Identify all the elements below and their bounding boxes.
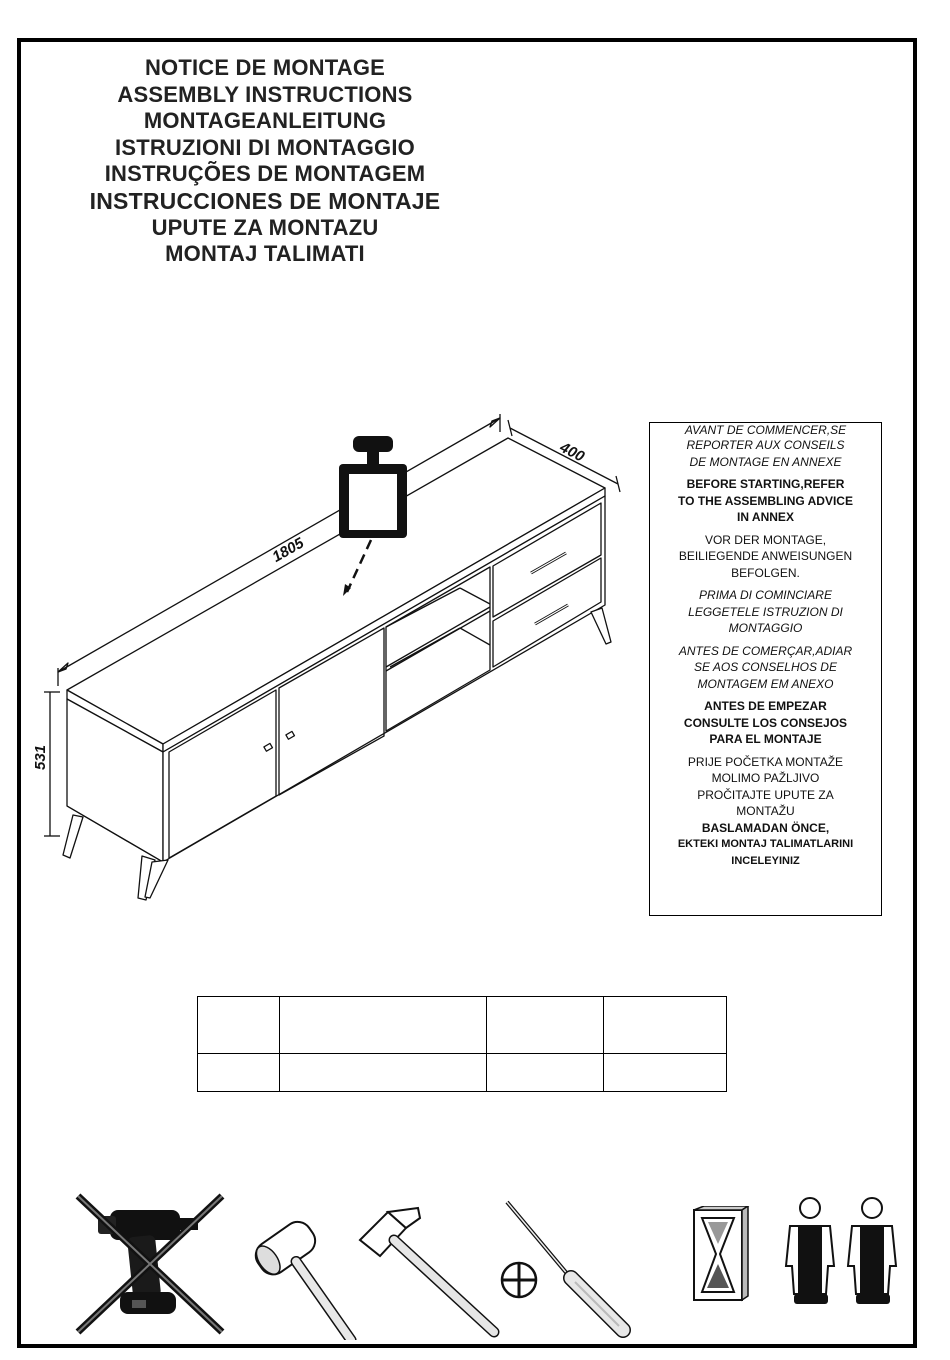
title-es: INSTRUCCIONES DE MONTAJE <box>89 187 441 214</box>
advice-de-line-1: VOR DER MONTAGE, <box>704 532 827 547</box>
hammer-icon <box>358 1200 508 1340</box>
advice-pt-line-1: ANTES DE COMERÇAR,ADIAR <box>678 643 853 658</box>
hourglass-icon <box>690 1206 750 1306</box>
dimension-depth-label: 400 <box>557 438 588 466</box>
advice-tr-line-2: EKTEKI MONTAJ TALIMATLARINI <box>677 838 854 850</box>
title-pt: INSTRUÇÕES DE MONTAGEM <box>104 161 426 187</box>
weight-icon <box>335 432 415 602</box>
title-en: ASSEMBLY INSTRUCTIONS <box>117 81 413 107</box>
advice-en-line-3: IN ANNEX <box>737 510 794 524</box>
table-row <box>198 997 727 1054</box>
advice-fr-line-2: REPORTER AUX CONSEILS <box>686 438 845 452</box>
advice-fr-line-1: AVANT DE COMMENCER,SE <box>684 423 847 437</box>
advice-es-line-1: ANTES DE EMPEZAR <box>704 699 827 713</box>
advice-it-line-2: LEGGETELE ISTRUZION DI <box>688 604 843 619</box>
advice-en-line-1: BEFORE STARTING,REFER <box>686 477 845 491</box>
title-hr: UPUTE ZA MONTAZU <box>151 214 379 240</box>
advice-hr-line-2: MOLIMO PAŽLJIVO <box>711 771 820 785</box>
dimension-height-label: 531 <box>32 744 49 770</box>
table-cell <box>280 1054 487 1092</box>
advice-en-line-2: TO THE ASSEMBLING ADVICE <box>678 493 853 508</box>
advice-fr-line-3: DE MONTAGE EN ANNEXE <box>689 454 842 469</box>
no-drill-icon <box>70 1192 230 1337</box>
advice-es-line-3: PARA EL MONTAJE <box>709 732 822 746</box>
title-tr: MONTAJ TALIMATI <box>165 241 365 267</box>
advice-de-line-3: BEFOLGEN. <box>731 565 800 580</box>
title-fr: NOTICE DE MONTAGE <box>144 55 386 80</box>
phillips-screwdriver-icon <box>495 1196 640 1341</box>
advice-hr-line-1: PRIJE POČETKA MONTAŽE <box>687 754 844 769</box>
advice-hr-line-3: PROČITAJTE UPUTE ZA <box>697 787 834 802</box>
advice-tr-line-1: BASLAMADAN ÖNCE, <box>701 820 830 835</box>
table-cell <box>487 997 604 1054</box>
table-cell <box>280 997 487 1054</box>
reference-table <box>197 996 727 1092</box>
table-cell <box>487 1054 604 1092</box>
dimension-width-label: 1805 <box>269 534 307 566</box>
table-cell <box>604 997 727 1054</box>
advice-hr-line-4: MONTAŽU <box>736 804 795 818</box>
advice-de-line-2: BEILIEGENDE ANWEISUNGEN <box>678 549 853 563</box>
title-de: MONTAGEANLEITUNG <box>143 108 387 134</box>
title-it: ISTRUZIONI DI MONTAGGIO <box>115 134 415 160</box>
table-cell <box>604 1054 727 1092</box>
table-row <box>198 1054 727 1092</box>
mallet-icon <box>248 1200 358 1340</box>
advice-panel <box>649 422 882 916</box>
advice-pt-line-3: MONTAGEM EM ANEXO <box>697 676 834 691</box>
advice-pt-line-2: SE AOS CONSELHOS DE <box>694 660 837 674</box>
advice-it-line-1: PRIMA DI COMINCIARE <box>699 588 832 602</box>
advice-es-line-2: CONSULTE LOS CONSEJOS <box>683 715 848 730</box>
table-cell <box>198 997 280 1054</box>
advice-it-line-3: MONTAGGIO <box>728 621 803 635</box>
table-cell <box>198 1054 280 1092</box>
advice-tr-line-3: INCELEYINIZ <box>731 854 800 867</box>
two-people-icon <box>782 1196 922 1311</box>
